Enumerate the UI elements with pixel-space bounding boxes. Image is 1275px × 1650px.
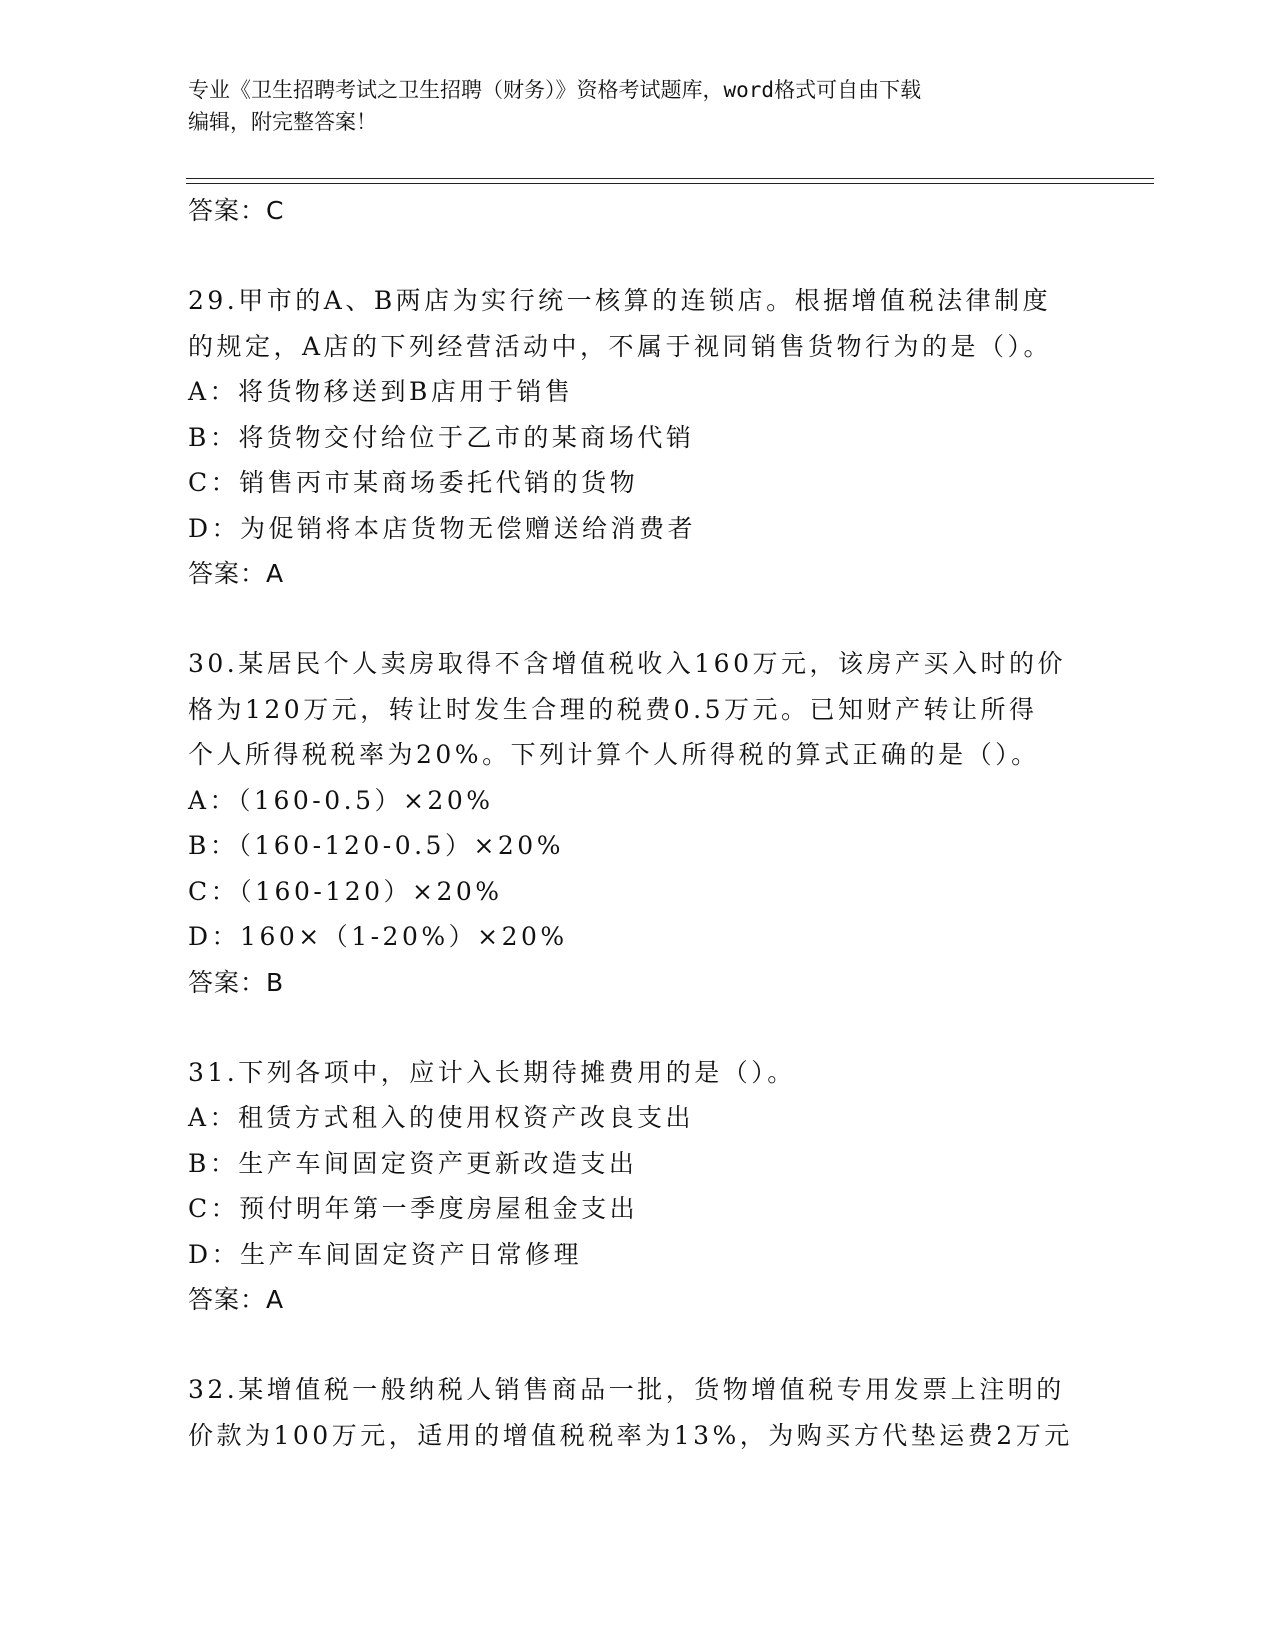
question-text-line: 32.某增值税一般纳税人销售商品一批，货物增值税专用发票上注明的 [188,1375,1065,1404]
option-c: C：预付明年第一季度房屋租金支出 [188,1194,639,1223]
document-header [188,74,1078,138]
question-29 [188,278,1088,597]
question-text-line: 个人所得税税率为20%。下列计算个人所得税的算式正确的是（）。 [188,740,1040,769]
option-b: B：将货物交付给位于乙市的某商场代销 [188,422,695,452]
header-divider [186,178,1154,184]
option-a: A：租赁方式租入的使用权资产改良支出 [188,1103,695,1132]
question-text-line: 的规定，A店的下列经营活动中，不属于视同销售货物行为的是（）。 [188,331,1053,361]
spacer [188,597,1088,641]
option-b: B：（160-120-0.5）×20% [188,831,564,860]
header-line-2: 编辑，附完整答案！ [188,110,377,134]
spacer [188,1323,1088,1367]
question-30 [188,641,1088,1006]
option-c: C：（160-120）×20% [188,876,503,906]
question-32 [188,1367,1088,1458]
question-31 [188,1050,1088,1324]
question-text-line: 29.甲市的A、B两店为实行统一核算的连锁店。根据增值税法律制度 [188,286,1052,315]
question-text-line: 价款为100万元，适用的增值税税率为13%，为购买方代垫运费2万元 [188,1420,1073,1450]
answer-text: 答案：C [188,196,285,225]
question-text-line: 格为120万元，转让时发生合理的税费0.5万元。已知财产转让所得 [188,694,1038,724]
spacer [188,1006,1088,1050]
option-c: C：销售丙市某商场委托代销的货物 [188,468,639,497]
option-a: A：将货物移送到B店用于销售 [188,377,574,406]
question-text-line: 31.下列各项中，应计入长期待摊费用的是（）。 [188,1057,796,1087]
option-d: D：为促销将本店货物无偿赠送给消费者 [188,513,697,543]
answer-text: 答案：A [188,559,285,588]
header-line-1: 专业《卫生招聘考试之卫生招聘（财务）》资格考试题库，word格式可自由下载 [188,78,922,102]
option-d: D：生产车间固定资产日常修理 [188,1239,583,1269]
answer-text: 答案：B [188,967,285,997]
answer-text: 答案：A [188,1285,285,1314]
option-b: B：生产车间固定资产更新改造支出 [188,1148,638,1178]
spacer [188,234,1088,278]
option-a: A：（160-0.5）×20% [188,785,494,815]
question-list [188,188,1088,1458]
question-text-line: 30.某居民个人卖房取得不含增值税收入160万元，该房产买入时的价 [188,649,1066,678]
option-d: D：160×（1-20%）×20% [188,922,568,951]
